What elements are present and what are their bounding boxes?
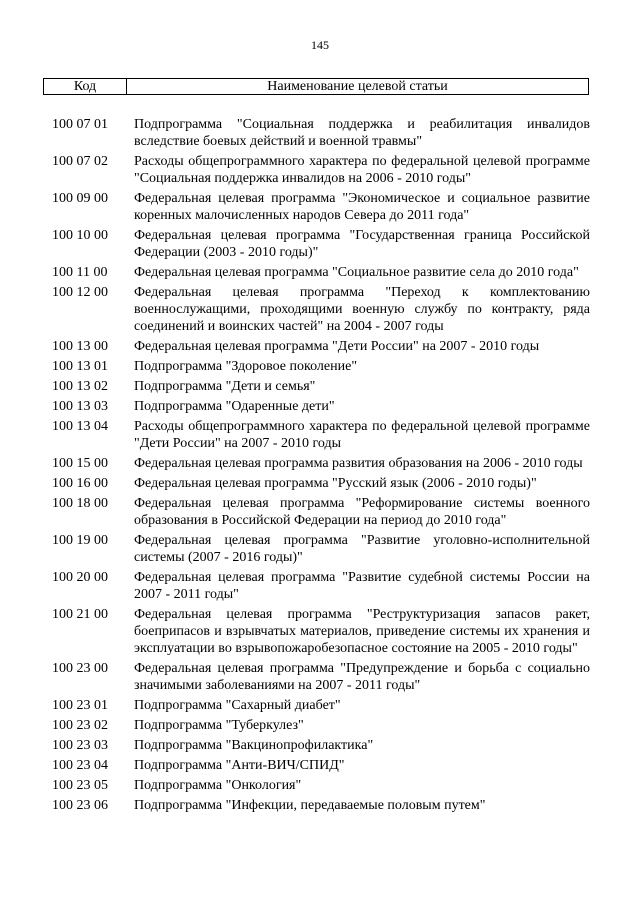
row-name: Расходы общепрограммного характера по федеральной целевой программе "Дети России" на 2007 - 2010 годы (134, 419, 590, 451)
table-row (52, 660, 590, 694)
row-code: 100 20 00 (52, 570, 108, 585)
row-code: 100 23 00 (52, 661, 108, 676)
row-code: 100 23 02 (52, 718, 108, 733)
row-code: 100 19 00 (52, 533, 108, 548)
header-code: Код (44, 79, 127, 94)
table-header (43, 78, 589, 95)
table-row (52, 606, 590, 657)
row-name: Федеральная целевая программа "Реструктуризация запасов ракет, боеприпасов и взрывчатых материалов, приведение системы их хранения и эксплуатации во взрывопожаробезопасное состояние на 2005 - 2010 годы" (134, 607, 590, 656)
row-code: 100 23 04 (52, 758, 108, 773)
table-row (52, 264, 590, 281)
row-name: Федеральная целевая программа "Предупреждение и борьба с социально значимыми заболеваниями на 2007 - 2011 годы" (134, 661, 590, 693)
table-row (52, 358, 590, 375)
row-code: 100 12 00 (52, 285, 108, 300)
row-code: 100 23 03 (52, 738, 108, 753)
row-code: 100 13 02 (52, 379, 108, 394)
row-code: 100 11 00 (52, 265, 108, 280)
row-code: 100 13 04 (52, 419, 108, 434)
row-code: 100 18 00 (52, 496, 108, 511)
table-row (52, 797, 590, 814)
page-number: 145 (311, 38, 329, 52)
row-code: 100 23 01 (52, 698, 108, 713)
header-name: Наименование целевой статьи (267, 79, 448, 94)
row-name: Расходы общепрограммного характера по федеральной целевой программе "Социальная поддержка инвалидов на 2006 - 2010 годы" (134, 154, 590, 186)
row-name: Федеральная целевая программа "Реформирование системы военного образования в Российской Федерации на период до 2010 года" (134, 496, 590, 528)
row-name: Федеральная целевая программа "Дети России" на 2007 - 2010 годы (134, 339, 540, 354)
row-name: Подпрограмма "Социальная поддержка и реабилитация инвалидов вследствие боевых действий и военной травмы" (134, 117, 590, 149)
row-code: 100 21 00 (52, 607, 108, 622)
row-name: Подпрограмма "Инфекции, передаваемые половым путем" (134, 798, 486, 813)
table-row (52, 569, 590, 603)
row-name: Подпрограмма "Анти-ВИЧ/СПИД" (134, 758, 345, 773)
row-name: Федеральная целевая программа "Государственная граница Российской Федерации (2003 - 2010 годы)" (134, 228, 590, 260)
table-row (52, 398, 590, 415)
table-row (52, 227, 590, 261)
row-code: 100 23 05 (52, 778, 108, 793)
table-row (52, 284, 590, 335)
table-row (52, 153, 590, 187)
table-row (52, 338, 590, 355)
table-row (52, 418, 590, 452)
row-name: Подпрограмма "Вакцинопрофилактика" (134, 738, 374, 753)
table-row (52, 697, 590, 714)
row-code: 100 07 02 (52, 154, 108, 169)
row-code: 100 10 00 (52, 228, 108, 243)
row-name: Федеральная целевая программа развития образования на 2006 - 2010 годы (134, 456, 583, 471)
table-row (52, 532, 590, 566)
row-name: Федеральная целевая программа "Развитие судебной системы России на 2007 - 2011 годы" (134, 570, 590, 602)
row-name: Федеральная целевая программа "Русский язык (2006 - 2010 годы)" (134, 476, 537, 491)
row-name: Подпрограмма "Одаренные дети" (134, 399, 335, 414)
row-name: Федеральная целевая программа "Социальное развитие села до 2010 года" (134, 265, 579, 280)
row-code: 100 16 00 (52, 476, 108, 491)
row-code: 100 07 01 (52, 117, 108, 132)
table-row (52, 777, 590, 794)
row-code: 100 13 00 (52, 339, 108, 354)
table-row (52, 190, 590, 224)
row-code: 100 09 00 (52, 191, 108, 206)
row-name: Подпрограмма "Дети и семья" (134, 379, 316, 394)
table-row (52, 717, 590, 734)
table-row (52, 757, 590, 774)
table-row (52, 455, 590, 472)
row-name: Подпрограмма "Туберкулез" (134, 718, 304, 733)
row-name: Подпрограмма "Сахарный диабет" (134, 698, 341, 713)
table-row (52, 378, 590, 395)
table-row (52, 475, 590, 492)
row-code: 100 15 00 (52, 456, 108, 471)
row-code: 100 13 01 (52, 359, 108, 374)
row-code: 100 23 06 (52, 798, 108, 813)
row-name: Федеральная целевая программа "Экономическое и социальное развитие коренных малочисленных народов Севера до 2011 года" (134, 191, 590, 223)
row-code: 100 13 03 (52, 399, 108, 414)
row-name: Подпрограмма "Онкология" (134, 778, 302, 793)
table-row (52, 737, 590, 754)
table-row (52, 116, 590, 150)
table-body (52, 116, 590, 817)
table-row (52, 495, 590, 529)
row-name: Подпрограмма "Здоровое поколение" (134, 359, 358, 374)
row-name: Федеральная целевая программа "Развитие уголовно-исполнительной системы (2007 - 2016 годы)" (134, 533, 590, 565)
row-name: Федеральная целевая программа "Переход к комплектованию военнослужащими, проходящими военную службу по контракту, ряда соединений и воинских частей" на 2004 - 2007 годы (134, 285, 590, 334)
